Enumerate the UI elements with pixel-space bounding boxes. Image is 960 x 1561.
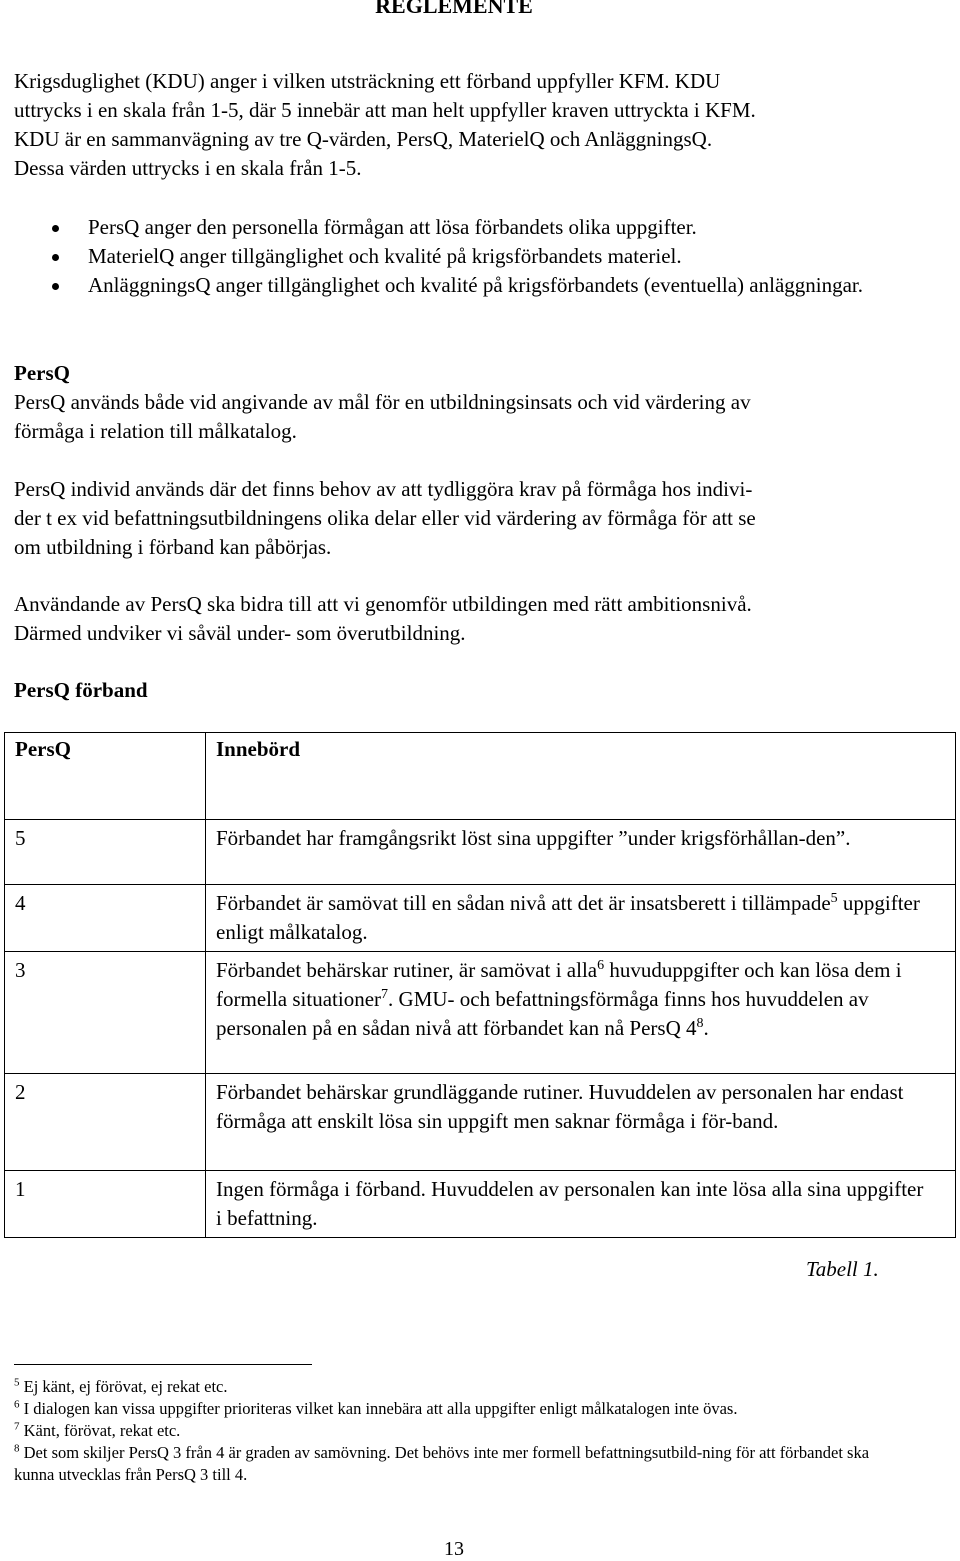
table-header-innebord: Innebörd	[206, 733, 956, 820]
footnote-ref: 5	[830, 891, 838, 906]
bullet-icon	[52, 283, 59, 290]
table-row	[5, 885, 956, 952]
page-number: 13	[444, 1538, 464, 1560]
footnote-ref: 7	[381, 987, 389, 1002]
table-row	[5, 1171, 956, 1238]
persq-table	[4, 732, 956, 1238]
page-heading: REGLEMENTE	[375, 0, 533, 18]
table-row	[5, 952, 956, 1074]
table-row	[5, 1074, 956, 1171]
description-cell: Förbandet behärskar grundläggande rutiner. Huvuddelen av personalen har endast förmåga att enskilt lösa sin uppgift men saknar förmåga i för-band.	[206, 1074, 956, 1171]
intro-paragraph	[14, 67, 904, 183]
section-title-persq: PersQ	[14, 361, 70, 385]
section-title-persq-forband: PersQ förband	[14, 678, 148, 702]
table-header-persq: PersQ	[5, 733, 206, 820]
list-item: AnläggningsQ anger tillgänglighet och kvalité på krigsförbandets (eventuella) anläggningar.	[14, 271, 904, 300]
intro-line: Dessa värden uttrycks i en skala från 1-5.	[14, 156, 362, 180]
table-header-row	[5, 733, 956, 820]
level-cell: 1	[5, 1171, 206, 1238]
description-cell: Förbandet är samövat till en sådan nivå att det är insatsberett i tillämpade$^5$ uppgifter enligt målkatalog.	[206, 885, 956, 952]
description-cell: Förbandet behärskar rutiner, är samövat i alla$^6$ huvuduppgifter och kan lösa dem i formella situationer$^7$. GMU- och befattningsförmåga finns hos huvuddelen av personalen på en sådan nivå att förbandet kan nå PersQ $4^8$.	[206, 952, 956, 1074]
footnotes	[14, 1376, 884, 1486]
footnote: $^8$ Det som skiljer PersQ 3 från 4 är graden av samövning. Det behövs inte mer formell befattningsutbild-ning för att förbandet ska kunna utvecklas från PersQ 3 till 4.	[14, 1442, 870, 1484]
level-cell: 5	[5, 820, 206, 885]
list-item: PersQ anger den personella förmågan att lösa förbandets olika uppgifter.	[14, 213, 904, 242]
level-cell: 2	[5, 1074, 206, 1171]
bullet-icon	[52, 225, 59, 232]
bullet-icon	[52, 254, 59, 261]
table-caption: Tabell 1.	[806, 1257, 879, 1281]
level-cell: 4	[5, 885, 206, 952]
description-cell: Ingen förmåga i förband. Huvuddelen av personalen kan inte lösa alla sina uppgifter i befattning.	[206, 1171, 956, 1238]
persq-paragraph-3: Användande av PersQ ska bidra till att vi genomför utbildingen med rätt ambitionsnivå. Därmed undviker vi såväl under- som överutbildning.	[14, 592, 752, 645]
description-cell: Förbandet har framgångsrikt löst sina uppgifter ”under krigsförhållan-den”.	[206, 820, 956, 885]
footnote-divider	[14, 1364, 312, 1365]
q-value-list	[14, 213, 904, 300]
footnote-ref: 6	[597, 958, 605, 973]
intro-line: uttrycks i en skala från 1-5, där 5 innebär att man helt uppfyller kraven uttryckta i KFM.	[14, 98, 756, 122]
footnote: $^7$ Känt, förövat, rekat etc.	[14, 1420, 181, 1440]
footnote-ref: 8	[696, 1016, 704, 1031]
persq-paragraph-2: PersQ individ används där det finns behov av att tydliggöra krav på förmåga hos indivi- der t ex vid befattningsutbildningens olika delar eller vid värdering av förmåga för att se om utbildning i förband kan påbörjas.	[14, 477, 756, 559]
footnote: $^6$ I dialogen kan vissa uppgifter prioriteras vilket kan innebära att alla uppgifter enligt målkatalogen inte övas.	[14, 1398, 738, 1418]
persq-paragraph-1: PersQ används både vid angivande av mål för en utbildningsinsats och vid värdering av förmåga i relation till målkatalog.	[14, 390, 751, 443]
table-row	[5, 820, 956, 885]
list-item: MaterielQ anger tillgänglighet och kvalité på krigsförbandets materiel.	[14, 242, 904, 271]
level-cell: 3	[5, 952, 206, 1074]
footnote: $^5$ Ej känt, ej förövat, ej rekat etc.	[14, 1376, 228, 1396]
intro-line: Krigsduglighet (KDU) anger i vilken utsträckning ett förband uppfyller KFM. KDU	[14, 69, 721, 93]
intro-line: KDU är en sammanvägning av tre Q-värden, PersQ, MaterielQ och AnläggningsQ.	[14, 127, 713, 151]
